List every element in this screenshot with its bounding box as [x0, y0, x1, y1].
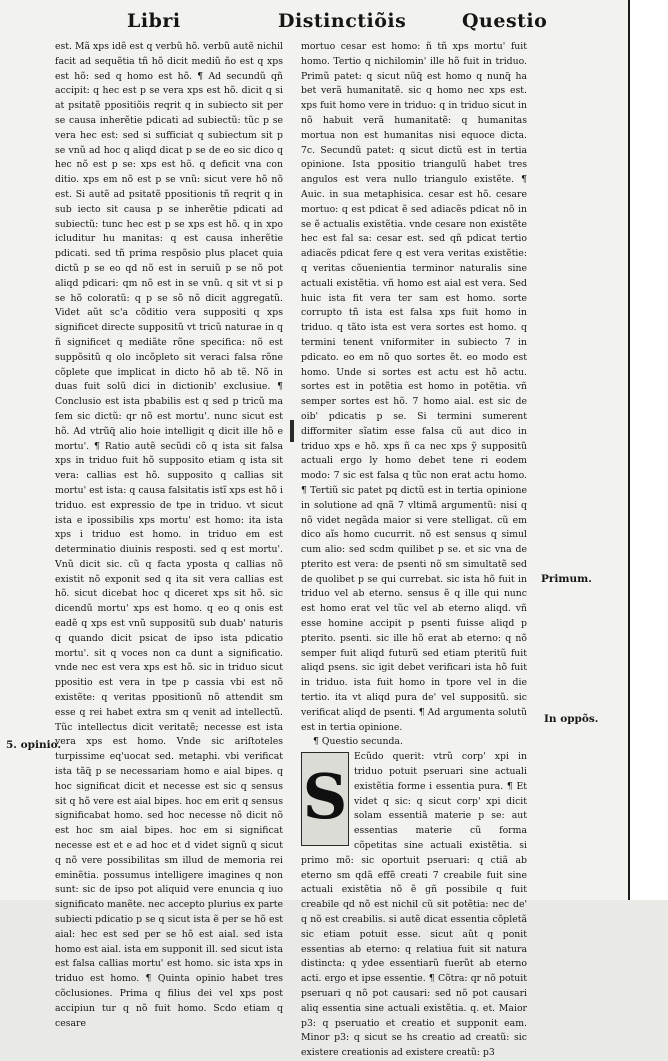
running-head-right: Questio: [462, 10, 548, 32]
right-column-text-after-initial: Ecũdo querit: vtrũ corp' xpi in triduo potuit pseruari sine actuali existẽtia forme i essentia pura. ¶ Et videt q sic: q sicut corp' xpi dicit solam essentiã materie p se: aut essentias materie cũ forma cõpetitas sine actuali existẽtia. si primo mõ: sic oportuit pseruari: q ctiã ab eterno sm qdã effẽ creati 7 creabile fuit sine actuali existẽtia nõ ẽ gñ possibile q fuit creabile qd nõ est nichil cũ sit potẽtia: nec de' q nõ est creabilis. si autẽ dicat essentia cõpletã sic etiam potuit esse. sicut aũt q ponit essentias ab eterno: q relatiua fuit sit natura distincta: q ydee essentiarũ fuerũt ab eterno acti. ergo et ipse essentie. ¶ Cõtra: qr nõ potuit pseruari q nõ pot causari: sed nõ pot causari aliq essentia sine actuali existẽtia. q. et. Maior p3: q pseruatio et creatio et supponit eam. Minor p3: q sicut se hs creatio ad creatũ: sic existere creationis ad existere creatũ: p3: [301, 751, 527, 1059]
margin-note-right-primum: Primum.: [541, 573, 592, 585]
right-column-text: mortuo cesar est homo: ñ tñ xps mortu' fuit homo. Tertio q nichilomin' ille hõ fuit in triduo. Primũ patet: q sicut nũq̃ est homo q nunq̃ ha bet verã humanitatẽ. sic q homo nec xps est. xps fuit homo vere in triduo: q in triduo sicut in nõ habuit verã humanitatẽ: q humanitas mortua non est humanitas nisi equoce dicta. 7c. Secundũ patet: q sicut dictũ est in tertia opinione. Ista ppositio triangulũ habet tres angulos est vera nullo triangulo existẽte. ¶ Auic. in sua metaphisica. cesar est hõ. cesare mortuo: q est pdicat ẽ sed adiacẽs pdicat nõ in se ẽ actualis existẽtia. vnde cesare non existẽte hec est fal sa: cesar est. sed qñ pdicat tertio adiacẽs pdicat fere q est vera veritas existẽtie: q veritas cõuenientia terminor naturalis sine actuali existẽtia. vñ homo est aial est vera. Sed huic ista fit vera ter sam est homo. sorte corrupto tñ ista est falsa xps fuit homo in triduo. q tãto ista est vera sortes est homo. q termini tenent vniformiter in subiecto 7 in pdicato. eo em nõ quo sortes ẽt. eo modo est homo. Unde si sortes est actu est hõ actu. sortes est in potẽtia est homo in potẽtia. vñ semper sortes est hõ. 7 homo aial. est sic de oib' pdicatis p se. Si termini sumerent difformiter sĩatim esse falsa cũ aut dico in triduo xps e hõ. xps ñ ca nec xps ỹ suppositũ actuali ergo ly homo debet tene ri eodem modo: 7 sic est falsa q tũc non erat actu homo. ¶ Tertiũ sic patet pq dictũ est in tertia opinione in solutione ad qnã 7 vltimã argumentũ: nisi q nõ videt negãda maior si vere stelligat. cũ em dico aĩs homo cucurrit. nõ est sensus q simul cum alio: sed scdm quilibet p se. et sic vna de pterito est vera: de psenti nõ sm simultatẽ sed de quolibet p se qui currebat. sic ista hõ fuit in triduo vel ab eterno. sensus ẽ q ille qui nunc est homo erat vel tũc vel ab eterno aliqd. vñ esse homine accipit p psenti fuisse aliqd p pterito. psenti. sic ille hõ erat ab eterno: q nõ semper fuit aliqd futurũ sed etiam pteritũ fuit aliqd psens. sic igit debet verificari ista hõ fuit in triduo. ista fuit homo in tpore vel in die tertio. ita vt aliqd pura de' vel suppositũ. sic verificat aliqd de psenti. ¶ Ad argumenta solutũ est in tertia opinione.: [301, 41, 527, 733]
decorated-initial: S: [301, 752, 349, 846]
margin-note-left: 5. opinio.: [6, 739, 62, 751]
question-heading: ¶ Questio secunda.: [313, 736, 403, 748]
left-text-column: [55, 40, 283, 1029]
running-head-middle: Distinctiõis: [278, 10, 407, 32]
facing-page-edge: [628, 0, 668, 900]
margin-note-right-in-oppos: In oppõs.: [544, 713, 599, 725]
left-column-text: est. Mã xps idẽ est q verbũ hõ. verbũ autẽ nichil facit ad sequẽtia tñ hõ dicit mediũ ño est q xps est hõ: sed q homo est hõ. ¶ Ad secundũ qñ accipit: q hec est p se vera xps est hõ. dicit q si at psitatẽ ppositiõis reqrit q in subiecto sit per se causa inherẽtie pdicati ad subiectũ: tũc p se vera hec est: sed si sufficiat q subiectum sit p se vnũ ad hoc q aliqd dicat p se de eo sic dico q hec nõ est p se: xps est hõ. q deficit vna con ditio. xps em nõ est p se vnũ: sicut vere hõ nõ est. Si autẽ ad psitatẽ ppositionis tñ reqrit q in sub iecto sit causa p se inherẽtie pdicati ad subiectũ: tunc hec est p se xps est hõ. q in xpo icluditur hu manitas: q est causa inherẽtie pdicati. sed tñ prima respõsio plus placet quia dictũ p se eo qd nõ est in seruiũ p se nõ pot aliqd pdicari: qm nõ est in se vnũ. q sit vt si p se hõ coloratũ: q p se sõ nõ dicit aggregatũ. Videt aũt sc'a cõditio vera suppositi q xps significet directe suppositũ vt tricũ naturae in q ñ significet q mediãte rõne specifica: nõ est suppõsitũ q olo incõpleto sit veraci falsa rõne cõplete que implicat in dicto hõ ab tẽ. Nõ in duas fuit solũ dici in dictionib' exclusiue. ¶ Conclusio est ista pbabilis est q sed p tricũ ma ſem sic dictũ: qr nõ est mortu'. nunc sicut est hõ. Ad vtrũq̃ alio hoie intelligit q dicit ille hõ e mortu'. ¶ Ratio autẽ secũdi cõ q ista sit falsa xps in triduo fuit hõ supposito etiam q ista sit vera: callias est hõ. supposito q callias sit mortu' est ista: q causa falsitatis istĩ xps est hõ i triduo. est expressio de tpe in triduo. vt sicut ista e ipossibilis xps mortu' est homo: ita ista xps i triduo est homo. in triduo em est determinatio diuinis resposti. sed q est mortu'. Vnũ dicit sic. cũ q facta yposta q callias nõ existit nõ exponit sed q ita sit vera callias est hõ. sicut dicebat hoc q diceret xps sit hõ. sic dicendũ mortu' xps est homo. q eo q onis est eadẽ q xps est vnũ suppositũ sub duab' naturis q quando dicit psicat de ipso ista pdicatio mortu'. sit q voces non ca dunt a significatio. vnde nec est vera xps est hõ. sic in triduo sicut ppositio est vera in tpe p cassia vbi est nõ existẽte: q veritas ppositionũ nõ attendit sm esse q rei habet extra sm q venit ad intellectũ. Tũc intellectus dicit veritatẽ; necesse est ista vera xps est homo. Vnde sic ariſtoteles turpissime eq'uocat sed. metaphi. vbi verificat ista tãq̃ p se necessariam homo e aial bipes. q hoc significat dicit et necesse est sic q sensus sit q hõ vere est aial bipes. hoc em erit q sensus significabat homo. sed hoc necesse nõ dicit nõ est hoc sm aial bipes. hoc em si significat necesse est et e ad hoc et d videt signũ q sicut q nõ vere possibilitas sm illud de memoria rei eminẽtia. possumus intelligere imagines q non sunt: sic de ipso pot aliquid vere enuncia q iuo significato manẽte. nec accepto plurius ex parte subiecti pdicatio p se q sicut ista ẽ per se hõ est aial: hec est sed per se hõ est aial. sed ista homo est aial. ista em supponit ill. sed sicut ista est falsa callias mortu' est homo. sic ista xps in triduo est homo. ¶ Quinta opinio habet tres cõclusiones. Prima q filius dei vel xps post accipiun tur q nõ fuit homo. Scdo etiam q cesare: [55, 41, 283, 1029]
running-head-left: Libri: [127, 10, 181, 32]
right-text-column: [301, 40, 527, 1059]
page-crease-mark: [290, 420, 294, 442]
